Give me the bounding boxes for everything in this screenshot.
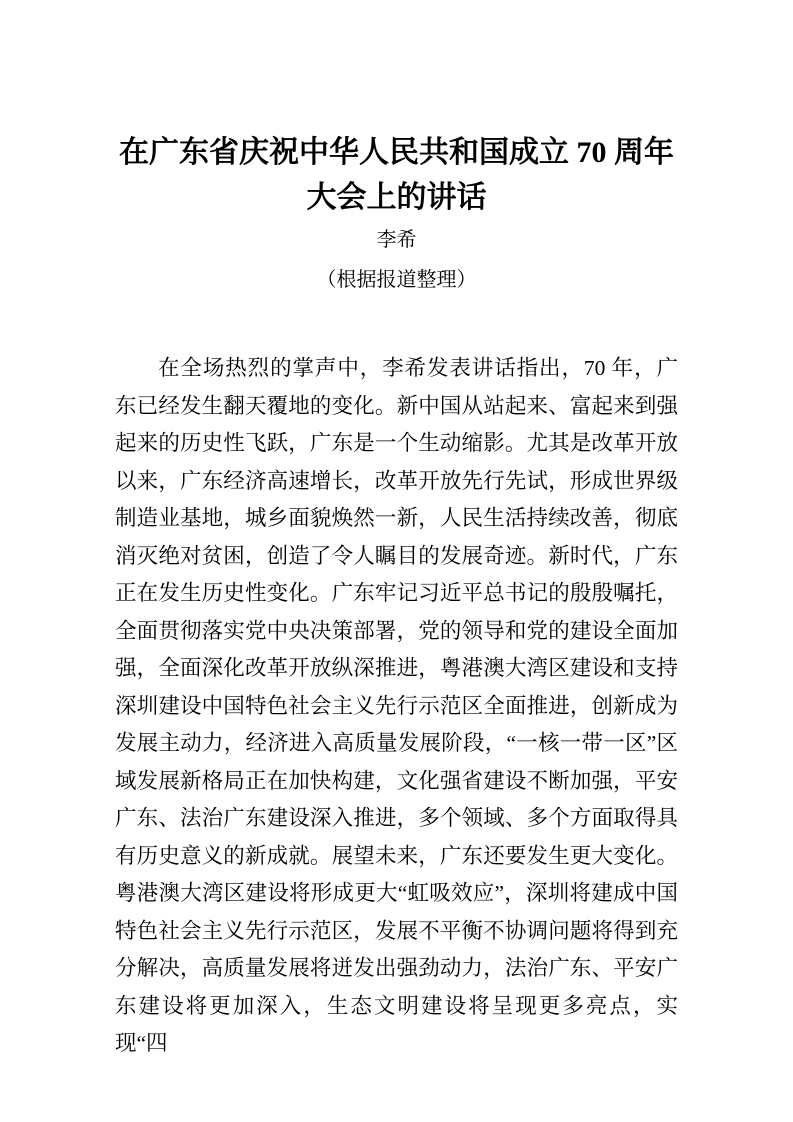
document-title [115, 130, 678, 220]
source-note: （根据报道整理） [316, 269, 477, 291]
document-title-line-2: 大会上的讲话 [306, 181, 487, 214]
body-paragraph: 在全场热烈的掌声中，李希发表讲话指出，70 年，广东已经发生翻天覆地的变化。新中国从站起来、富起来到强起来的历史性飞跃，广东是一个生动缩影。尤其是改革开放以来，广东经济高速增长，改革开放先行先试，形成世界级制造业基地，城乡面貌焕然一新，人民生活持续改善，彻底消灭绝对贫困，创造了令人瞩目的发展奇迹。新时代，广东正在发生历史性变化。广东牢记习近平总书记的殷殷嘱托，全面贯彻落实党中央决策部署，党的领导和党的建设全面加强，全面深化改革开放纵深推进，粤港澳大湾区建设和支持深圳建设中国特色社会主义先行示范区全面推进，创新成为发展主动力，经济进入高质量发展阶段，“一核一带一区”区域发展新格局正在加快构建，文化强省建设不断加强，平安广东、法治广东建设深入推进，多个领域、多个方面取得具有历史意义的新成就。展望未来，广东还要发生更大变化。粤港澳大湾区建设将形成更大“虹吸效应”，深圳将建成中国特色社会主义先行示范区，发展不平衡不协调问题将得到充分解决，高质量发展将迸发出强劲动力，法治广东、平安广东建设将更加深入，生态文明建设将呈现更多亮点，实现“四 [115, 356, 678, 1055]
author-name: 李希 [376, 229, 417, 251]
document-title-line-1: 在广东省庆祝中华人民共和国成立 70 周年 [119, 136, 674, 169]
